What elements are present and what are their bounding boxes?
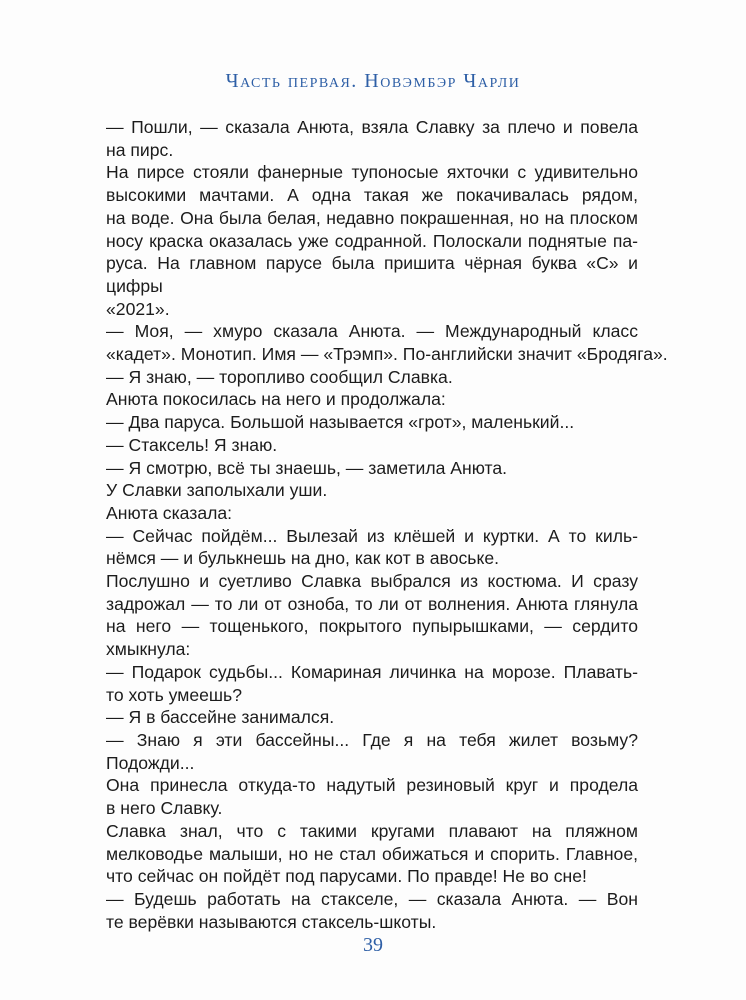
text-line: нёмся — и булькнешь на дно, как кот в авоське. xyxy=(106,548,500,569)
paragraph xyxy=(106,820,638,888)
text-line: на пирс. xyxy=(106,139,174,160)
text-line: на него — тощенького, покрытого пупырышками, — сердито xyxy=(106,616,638,637)
text-line: на воде. Она была белая, недавно покрашенная, но на плоском xyxy=(106,207,638,228)
text-line: Послушно и суетливо Славка выбрался из костюма. И сразу xyxy=(106,571,638,592)
text-line: — Я в бассейне занимался. xyxy=(106,707,335,728)
text-line: Анюта покосилась на него и продолжала: xyxy=(106,389,446,410)
text-line: — Будешь работать на стакселе, — сказала Анюта. — Вон xyxy=(106,888,638,909)
text-line: — Подарок судьбы... Комариная личинка на морозе. Плавать- xyxy=(106,661,638,682)
text-line: руса. На главном парусе была пришита чёрная буква «С» и цифры xyxy=(106,253,638,296)
text-line: — Сейчас пойдём... Вылезай из клёшей и куртки. А то киль- xyxy=(106,525,638,546)
text-line: — Моя, — хмуро сказала Анюта. — Международный класс xyxy=(106,321,638,342)
text-line: те верёвки называются стаксель-шкоты. xyxy=(106,911,437,932)
paragraph xyxy=(106,320,668,365)
text-line: задрожал — то ли от озноба, то ли от волнения. Анюта глянула xyxy=(106,593,638,614)
paragraph xyxy=(106,774,638,819)
text-line: Славка знал, что с такими кругами плавают на пляжном xyxy=(106,820,638,841)
text-line: мелководье малыши, но не стал обижаться и спорить. Главное, xyxy=(106,843,638,864)
paragraph xyxy=(106,457,638,480)
text-line: — Я знаю, — торопливо сообщил Славка. xyxy=(106,366,453,387)
body-text xyxy=(106,116,668,933)
text-line: «кадет». Монотип. Имя — «Трэмп». По-английски значит «Бродяга». xyxy=(106,344,668,365)
text-line: «2021». xyxy=(106,298,170,319)
paragraph xyxy=(106,706,638,729)
paragraph xyxy=(106,116,638,161)
paragraph xyxy=(106,661,638,706)
text-line: На пирсе стояли фанерные тупоносые яхточки с удивительно xyxy=(106,162,638,183)
paragraph xyxy=(106,388,638,411)
text-line: — Я смотрю, всё ты знаешь, — заметила Анюта. xyxy=(106,457,508,478)
text-line: У Славки заполыхали уши. xyxy=(106,480,328,501)
text-line: то хоть умеешь? xyxy=(106,684,242,705)
text-line: носу краска оказалась уже содранной. Полоскали поднятые па- xyxy=(106,230,638,251)
paragraph xyxy=(106,525,638,570)
text-line: высокими мачтами. А одна такая же покачивалась рядом, xyxy=(106,185,638,206)
paragraph xyxy=(106,366,638,389)
paragraph xyxy=(106,729,638,774)
text-line: Анюта сказала: xyxy=(106,502,233,523)
text-line: Она принесла откуда-то надутый резиновый круг и продела xyxy=(106,775,638,796)
paragraph xyxy=(106,570,638,661)
text-line: — Знаю я эти бассейны... Где я на тебя жилет возьму? xyxy=(106,729,638,750)
text-line: в него Славку. xyxy=(106,798,223,819)
text-line: — Два паруса. Большой называется «грот», маленький... xyxy=(106,412,575,433)
page-number: 39 xyxy=(363,934,383,956)
paragraph xyxy=(106,502,638,525)
paragraph xyxy=(106,411,638,434)
paragraph xyxy=(106,479,638,502)
text-line: что сейчас он пойдёт под парусами. По правде! Не во сне! xyxy=(106,866,587,887)
text-line: хмыкнула: xyxy=(106,639,191,660)
running-header: Часть первая. Новэмбэр Чарли xyxy=(225,70,521,92)
text-line: — Пошли, — сказала Анюта, взяла Славку за плечо и повела xyxy=(106,117,638,137)
text-line: Подожди... xyxy=(106,752,195,773)
paragraph xyxy=(106,888,638,933)
text-line: — Стаксель! Я знаю. xyxy=(106,434,278,455)
paragraph xyxy=(106,161,638,320)
paragraph xyxy=(106,434,638,457)
